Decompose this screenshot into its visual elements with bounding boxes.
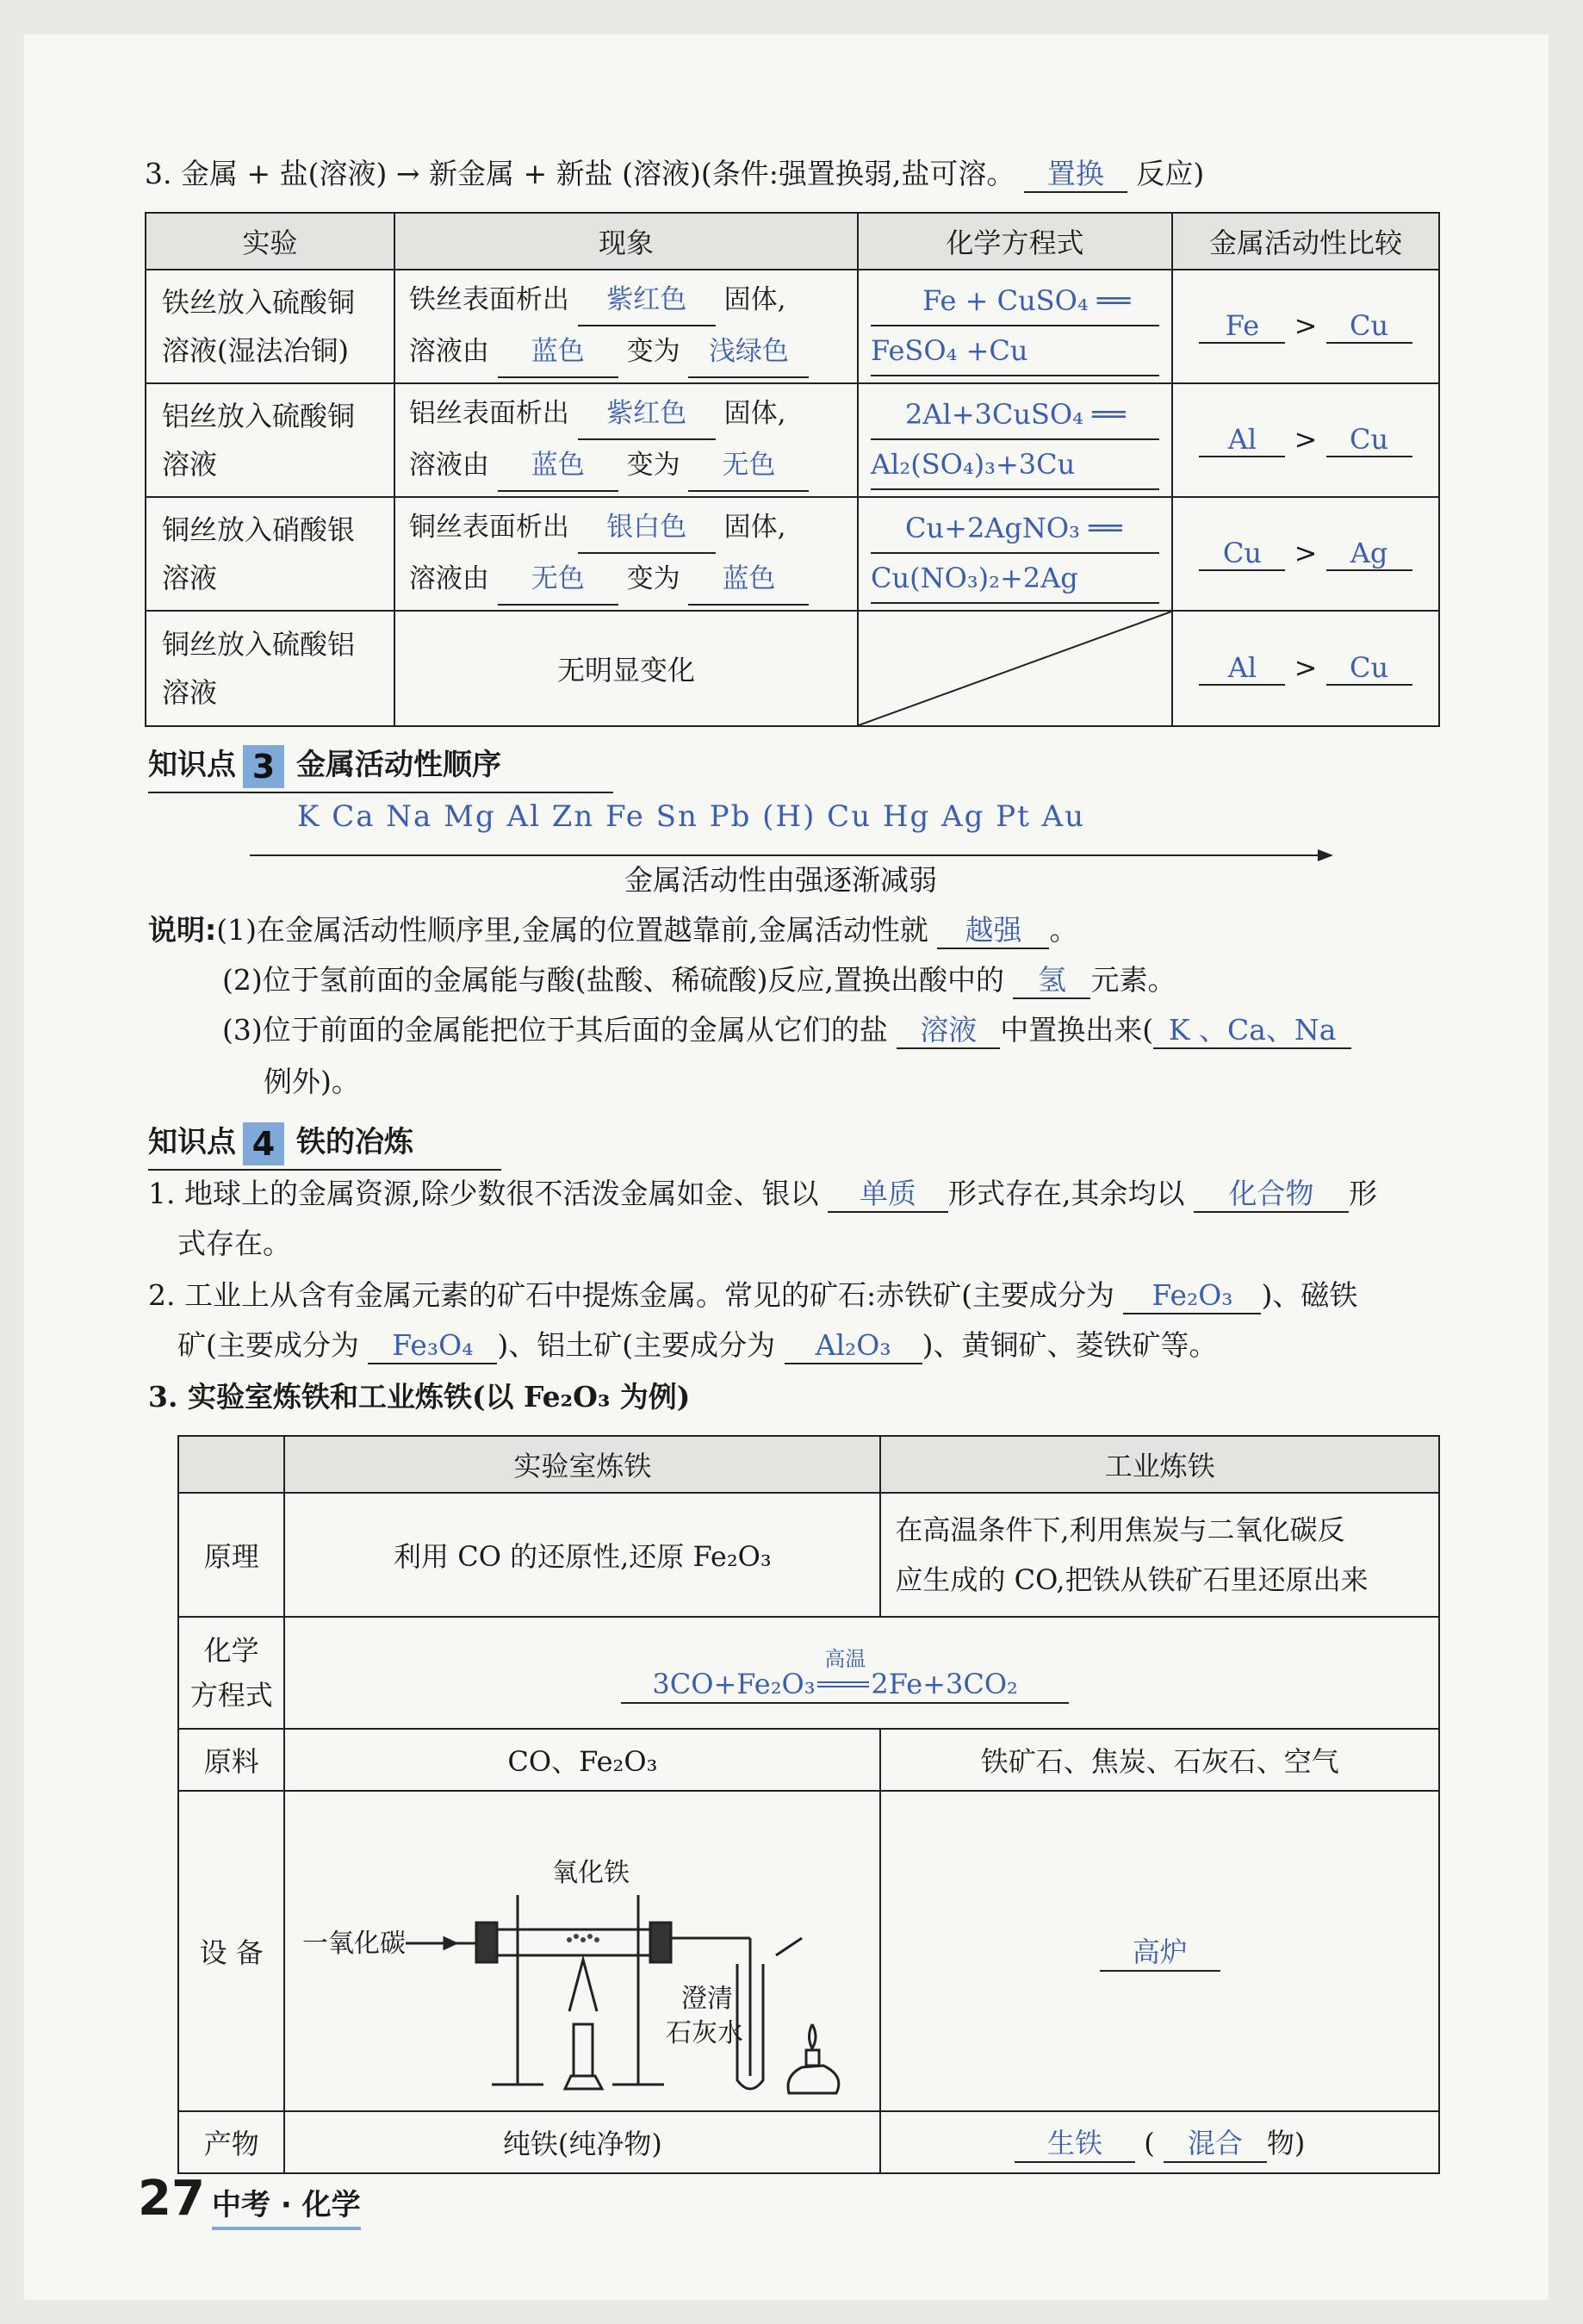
equation-cell-empty bbox=[858, 611, 1172, 726]
header-industry: 工业炼铁 bbox=[880, 1436, 1439, 1493]
label-co: 一氧化碳 bbox=[302, 1929, 407, 1959]
equation-line: 高温 3CO+Fe₂O₃ 2Fe+3CO₂ bbox=[621, 1642, 1069, 1704]
note-3: (3)位于前面的金属能把位于其后面的金属从它们的盐 溶液 中置换出来( K 、Ca、Na bbox=[222, 1013, 1351, 1049]
row-materials: 原料 CO、Fe₂O₃ 铁矿石、焦炭、石灰石、空气 bbox=[178, 1729, 1439, 1791]
lab-apparatus-cell bbox=[284, 1791, 880, 2111]
row-product: 产物 纯铁(纯净物) 生铁 ( 混合 物) bbox=[178, 2111, 1439, 2173]
phenomenon-cell: 铜丝表面析出 银白色 固体, 溶液由 无色 变为 蓝色 bbox=[394, 497, 858, 611]
para-2-cont: 矿(主要成分为 Fe₃O₄ )、铝土矿(主要成分为 Al₂O₃ )、黄铜矿、菱铁矿等。 bbox=[177, 1328, 1218, 1364]
note-2: (2)位于氢前面的金属能与酸(盐酸、稀硫酸)反应,置换出酸中的 氢 元素。 bbox=[222, 963, 1176, 999]
reaction-type-blank: 置换 bbox=[1024, 157, 1127, 193]
label-limewater-2: 石灰水 bbox=[666, 2018, 744, 2048]
row-equipment: 设 备 一氧化碳 氧化铁 澄清 石灰水 高炉 bbox=[178, 1791, 1439, 2111]
label-limewater-1: 澄清 bbox=[681, 1984, 734, 2014]
equation-cell: Cu+2AgNO₃ ══ Cu(NO₃)₂+2Ag bbox=[858, 497, 1172, 611]
book-title: 中考 · 化学 bbox=[212, 2181, 361, 2230]
note-3-cont: 例外)。 bbox=[264, 1065, 360, 1098]
table-row bbox=[146, 611, 1439, 726]
page-number: 27 bbox=[138, 2171, 205, 2227]
experiment-cell: 铁丝放入硫酸铜 溶液(湿法冶铜) bbox=[146, 270, 394, 383]
header-phenomenon: 现象 bbox=[394, 213, 858, 270]
header-experiment: 实验 bbox=[146, 213, 394, 270]
iron-smelting-table bbox=[177, 1435, 1440, 2174]
equation-cell: 2Al+3CuSO₄ ══ Al₂(SO₄)₃+3Cu bbox=[858, 383, 1172, 497]
activity-series: K Ca Na Mg Al Zn Fe Sn Pb (H) Cu Hg Ag Pt Au bbox=[297, 799, 1086, 834]
header-lab: 实验室炼铁 bbox=[284, 1436, 880, 1493]
header-equation: 化学方程式 bbox=[858, 213, 1172, 270]
arrow-caption: 金属活动性由强逐渐减弱 bbox=[624, 863, 937, 897]
activity-cell: Al > Cu bbox=[1172, 611, 1439, 726]
activity-cell: Fe > Cu bbox=[1172, 270, 1439, 383]
experiment-cell: 铜丝放入硫酸铝 溶液 bbox=[146, 611, 394, 726]
equation-merged-cell bbox=[284, 1617, 1439, 1729]
experiment-cell: 铜丝放入硝酸银 溶液 bbox=[146, 497, 394, 611]
lab-apparatus-diagram bbox=[285, 1792, 879, 2110]
diagonal-slash bbox=[859, 612, 1171, 725]
para-1-cont: 式存在。 bbox=[177, 1227, 291, 1260]
equation-cell: Fe + CuSO₄ ══ FeSO₄ +Cu bbox=[858, 270, 1172, 383]
table-row bbox=[146, 497, 1439, 611]
header-activity: 金属活动性比较 bbox=[1172, 213, 1439, 270]
row-equation: 化学 方程式 高温 3CO+Fe₂O₃ 2Fe+3CO₂ bbox=[178, 1617, 1439, 1729]
section3-title: 3. 金属 + 盐(溶液) → 新金属 + 新盐 (溶液)(条件:强置换弱,盐可溶。 置换 反应) bbox=[145, 157, 1204, 193]
metal-salt-table bbox=[145, 212, 1440, 727]
kp4-heading: 知识点 4 铁的冶炼 bbox=[148, 1118, 501, 1171]
para-2: 2. 工业上从含有金属元素的矿石中提炼金属。常见的矿石:赤铁矿(主要成分为 Fe₂O₃ )、磁铁 bbox=[148, 1278, 1357, 1314]
phenomenon-cell: 铁丝表面析出 紫红色 固体, 溶液由 蓝色 变为 浅绿色 bbox=[394, 270, 858, 383]
phenomenon-cell: 无明显变化 bbox=[394, 611, 858, 726]
activity-cell: Cu > Ag bbox=[1172, 497, 1439, 611]
label-fe2o3: 氧化铁 bbox=[552, 1858, 630, 1888]
table-row bbox=[146, 270, 1439, 383]
activity-cell: Al > Cu bbox=[1172, 383, 1439, 497]
row-principle: 原理 利用 CO 的还原性,还原 Fe₂O₃ 在高温条件下,利用焦炭与二氧化碳反 应生成的 CO,把铁从铁矿石里还原出来 bbox=[178, 1493, 1439, 1617]
kp3-number: 3 bbox=[243, 745, 284, 788]
para-3: 3. 实验室炼铁和工业炼铁(以 Fe₂O₃ 为例) bbox=[148, 1380, 691, 1414]
kp3-heading: 知识点 3 金属活动性顺序 bbox=[148, 741, 613, 793]
note-1: 说明:(1)在金属活动性顺序里,金属的位置越靠前,金属活动性就 越强 。 bbox=[148, 913, 1077, 949]
para-1: 1. 地球上的金属资源,除少数很不活泼金属如金、银以 单质 形式存在,其余均以 化合物 形 bbox=[148, 1177, 1377, 1213]
phenomenon-cell: 铝丝表面析出 紫红色 固体, 溶液由 蓝色 变为 无色 bbox=[394, 383, 858, 497]
experiment-cell: 铝丝放入硫酸铜 溶液 bbox=[146, 383, 394, 497]
kp4-number: 4 bbox=[243, 1122, 284, 1165]
table-row bbox=[146, 383, 1439, 497]
